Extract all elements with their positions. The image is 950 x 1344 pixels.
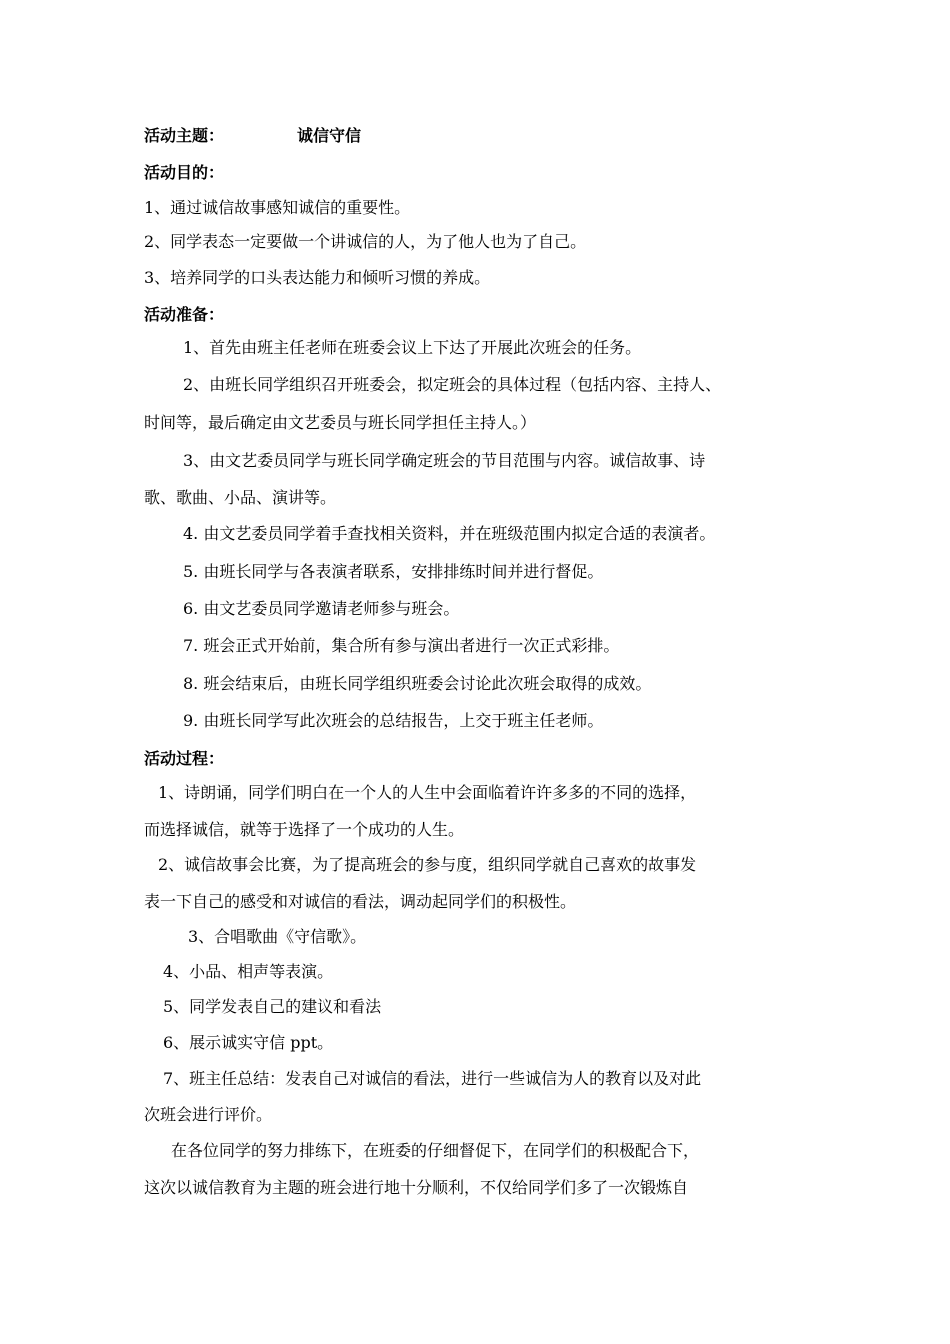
prep-item: 时间等，最后确定由文艺委员与班长同学担任主持人。） bbox=[144, 413, 537, 432]
process-item: 5、同学发表自己的建议和看法 bbox=[163, 997, 382, 1016]
prep-item: 1、首先由班主任老师在班委会议上下达了开展此次班会的任务。 bbox=[183, 338, 642, 357]
prep-item: 7. 班会正式开始前，集合所有参与演出者进行一次正式彩排。 bbox=[183, 636, 620, 655]
prep-item: 歌、歌曲、小品、演讲等。 bbox=[144, 488, 337, 507]
theme-line bbox=[144, 126, 824, 146]
purpose-heading: 活动目的： bbox=[144, 163, 225, 182]
process-item: 7、班主任总结：发表自己对诚信的看法，进行一些诚信为人的教育以及对此 bbox=[163, 1069, 702, 1088]
process-item: 而选择诚信，就等于选择了一个成功的人生。 bbox=[144, 820, 465, 839]
process-item: 4、小品、相声等表演。 bbox=[163, 962, 334, 981]
prep-item: 8. 班会结束后，由班长同学组织班委会讨论此次班会取得的成效。 bbox=[183, 674, 652, 693]
theme-label: 活动主题： bbox=[144, 126, 225, 145]
prep-item: 5. 由班长同学与各表演者联系，安排排练时间并进行督促。 bbox=[183, 562, 604, 581]
prep-item: 2、由班长同学组织召开班委会，拟定班会的具体过程（包括内容、主持人、 bbox=[183, 375, 722, 394]
process-heading: 活动过程： bbox=[144, 749, 225, 768]
summary-paragraph-line: 在各位同学的努力排练下，在班委的仔细督促下，在同学们的积极配合下， bbox=[171, 1141, 700, 1160]
purpose-item: 1、通过诚信故事感知诚信的重要性。 bbox=[144, 198, 411, 217]
process-item: 表一下自己的感受和对诚信的看法，调动起同学们的积极性。 bbox=[144, 892, 577, 911]
prep-item: 4. 由文艺委员同学着手查找相关资料，并在班级范围内拟定合适的表演者。 bbox=[183, 524, 716, 543]
process-item: 2、诚信故事会比赛，为了提高班会的参与度，组织同学就自己喜欢的故事发 bbox=[158, 855, 697, 874]
prep-item: 3、由文艺委员同学与班长同学确定班会的节目范围与内容。诚信故事、诗 bbox=[183, 451, 706, 470]
process-item: 6、展示诚实守信 ppt。 bbox=[163, 1033, 334, 1052]
prep-heading: 活动准备： bbox=[144, 305, 225, 324]
purpose-item: 2、同学表态一定要做一个讲诚信的人，为了他人也为了自己。 bbox=[144, 232, 587, 251]
summary-paragraph-line: 这次以诚信教育为主题的班会进行地十分顺利，不仅给同学们多了一次锻炼自 bbox=[144, 1178, 689, 1197]
process-item: 3、合唱歌曲《守信歌》。 bbox=[188, 927, 367, 946]
theme-value: 诚信守信 bbox=[297, 126, 362, 145]
prep-item: 9. 由班长同学写此次班会的总结报告，上交于班主任老师。 bbox=[183, 711, 604, 730]
process-item: 1、诗朗诵，同学们明白在一个人的人生中会面临着许许多多的不同的选择， bbox=[158, 783, 697, 802]
prep-item: 6. 由文艺委员同学邀请老师参与班会。 bbox=[183, 599, 460, 618]
process-item: 次班会进行评价。 bbox=[144, 1105, 273, 1124]
purpose-item: 3、培养同学的口头表达能力和倾听习惯的养成。 bbox=[144, 268, 491, 287]
